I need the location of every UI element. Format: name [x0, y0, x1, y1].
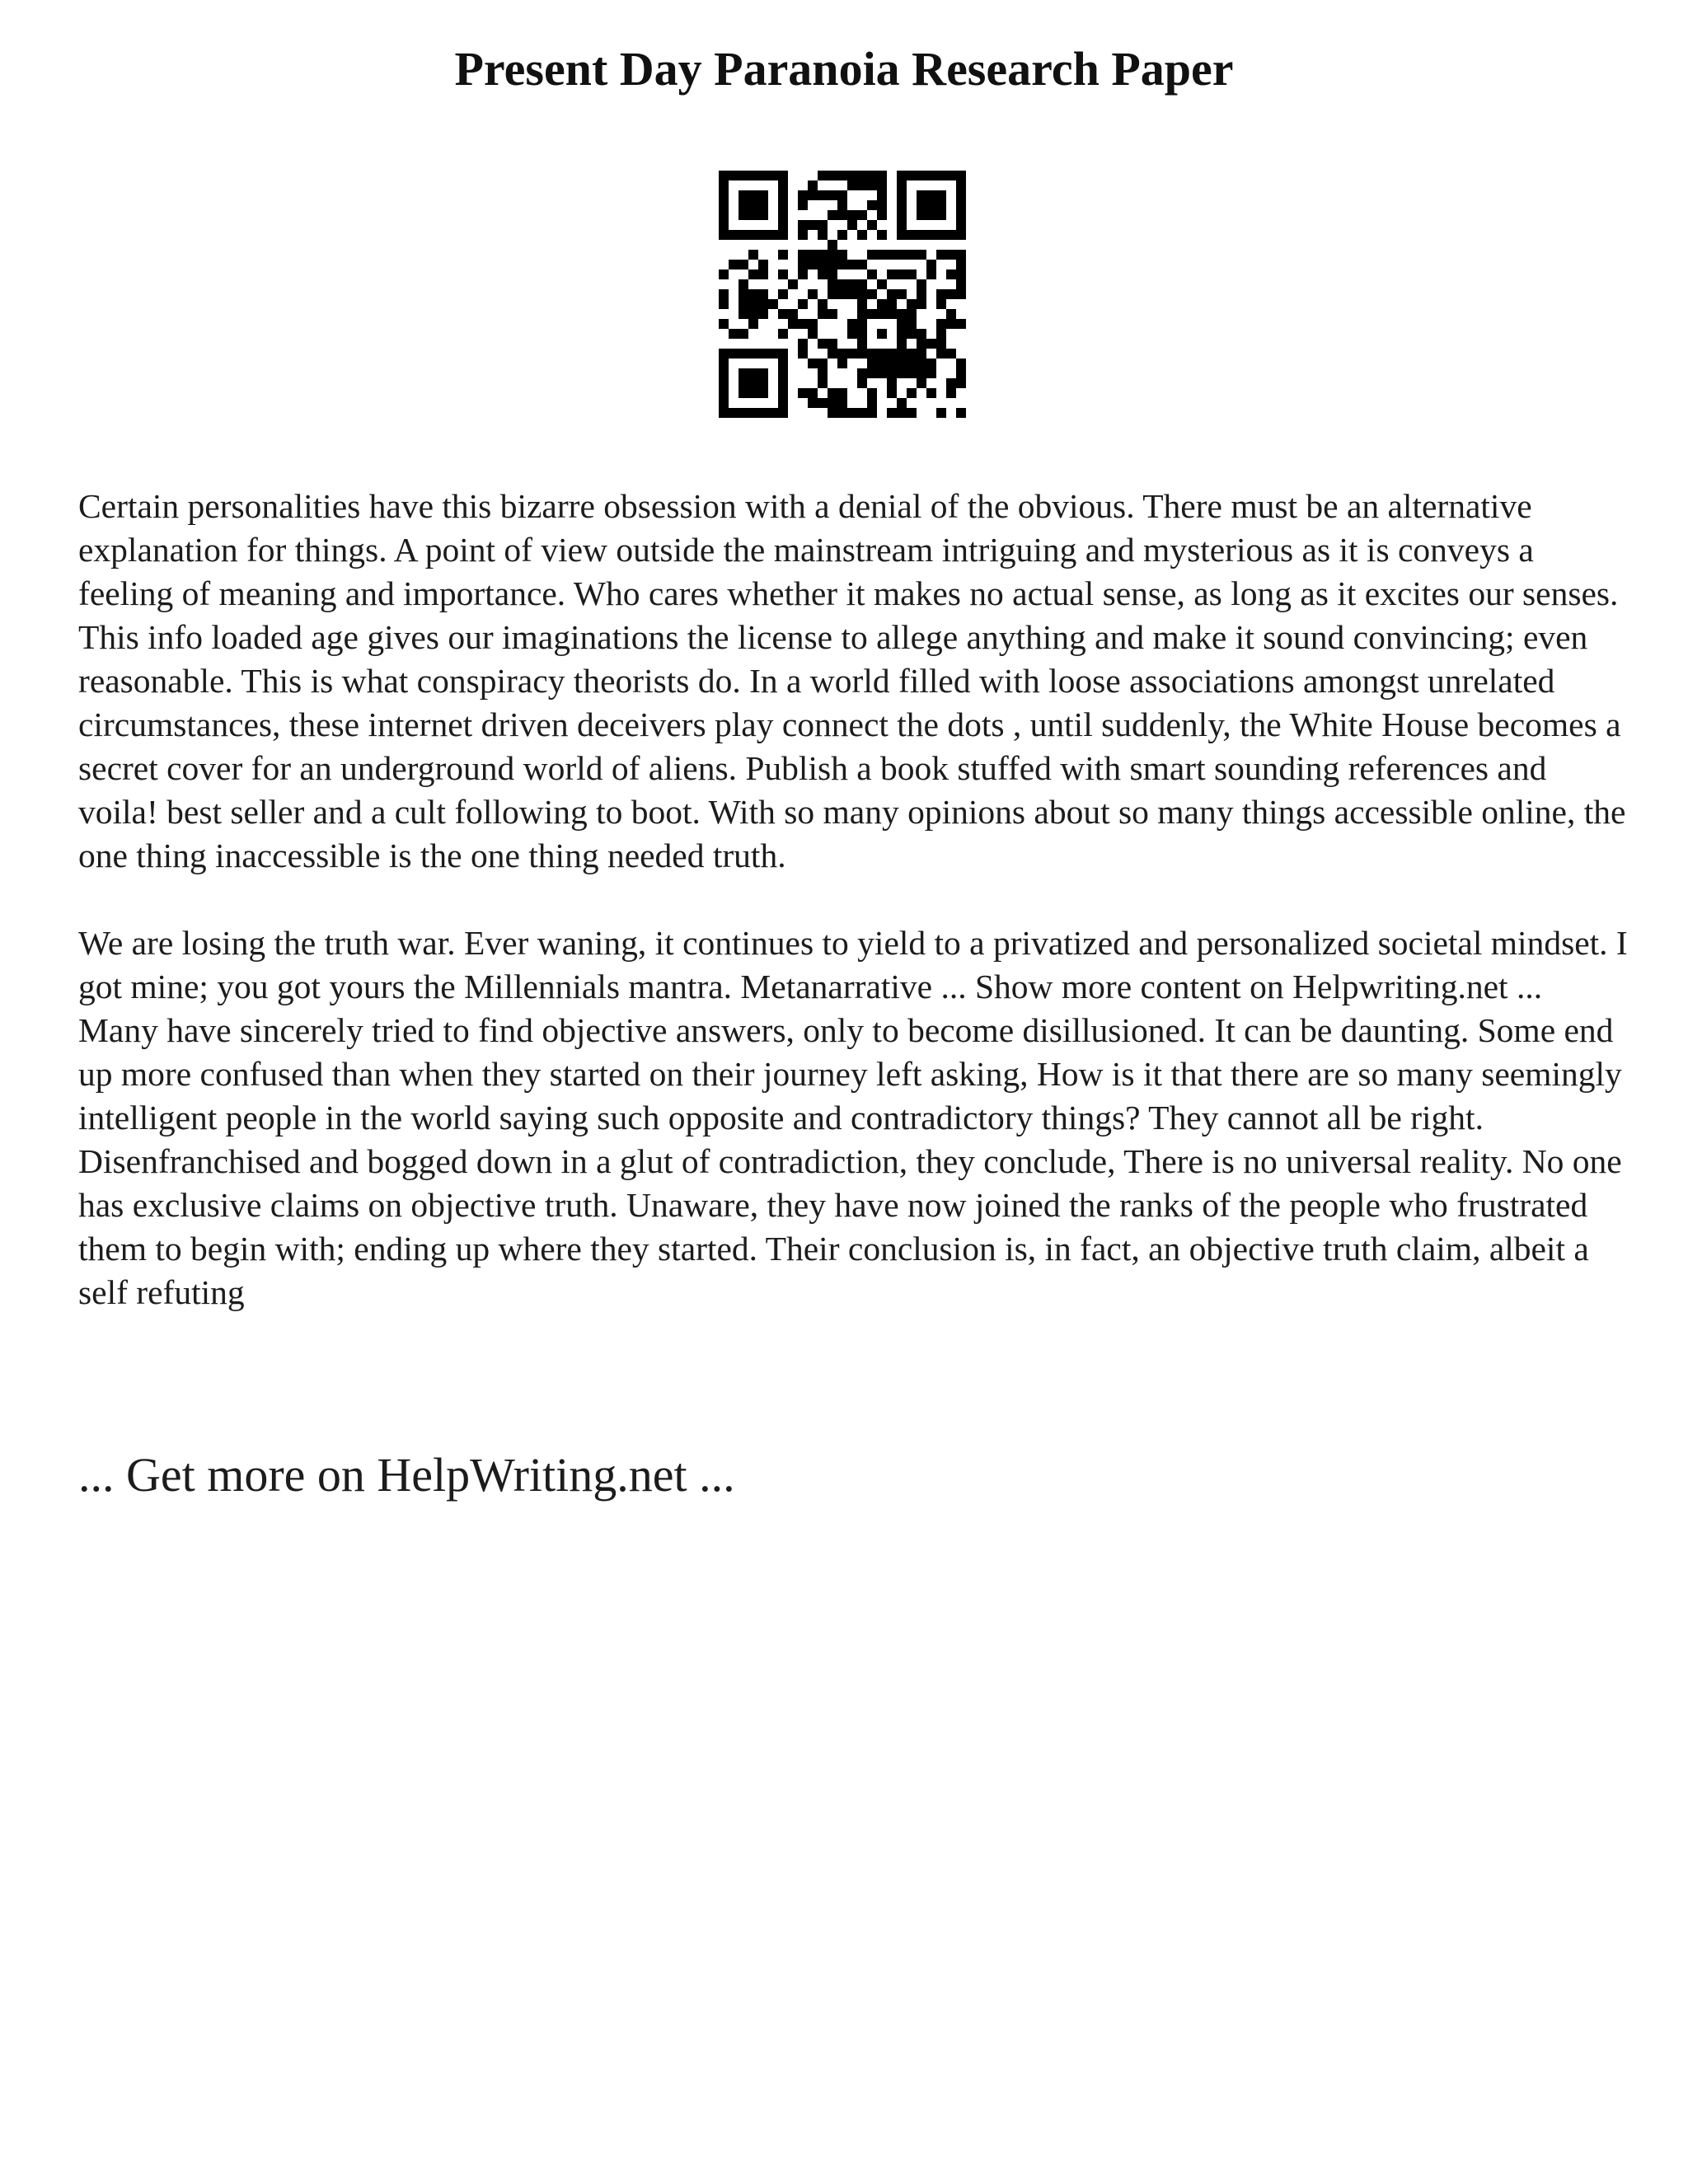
qr-code-icon: [719, 171, 966, 418]
get-more-link[interactable]: ... Get more on HelpWriting.net ...: [78, 1448, 735, 1502]
paragraph-spacer: [78, 878, 1628, 921]
paragraph-objective-answers: Many have sincerely tried to find objective answers, only to become disillusioned. It can be daunting. Some end up more confused than when they started on their journey left asking, How is it that there are so many seemingly intelligent people in the world saying such opposite and contradictory things? They cannot all be right. Disenfranchised and bogged down in a glut of contradiction, they conclude, There is no universal reality. No one has exclusive claims on objective truth. Unaware, they have now joined the ranks of the people who frustrated them to begin with; ending up where they started. Their conclusion is, in fact, an objective truth claim, albeit a self refuting: [78, 1011, 1622, 1311]
paragraph-truth-war: We are losing the truth war. Ever waning, it continues to yield to a privatized and personalized societal mindset. I got mine; you got yours the Millennials mantra. Metanarrative ... Show more content on Helpwriting.net ...: [78, 924, 1628, 1005]
article-body: [78, 485, 1628, 1315]
page-title: Present Day Paranoia Research Paper: [454, 42, 1234, 96]
paragraph-intro: Certain personalities have this bizarre obsession with a denial of the obvious. There must be an alternative explanation for things. A point of view outside the mainstream intriguing and mysterious as it is conveys a feeling of meaning and importance. Who cares whether it makes no actual sense, as long as it excites our senses. This info loaded age gives our imaginations the license to allege anything and make it sound convincing; even reasonable. This is what conspiracy theorists do. In a world filled with loose associations amongst unrelated circumstances, these internet driven deceivers play connect the dots , until suddenly, the White House becomes a secret cover for an underground world of aliens. Publish a book stuffed with smart sounding references and voila! best seller and a cult following to boot. With so many opinions about so many things accessible online, the one thing inaccessible is the one thing needed truth.: [78, 487, 1626, 874]
qr-code-graphic: [719, 171, 966, 418]
